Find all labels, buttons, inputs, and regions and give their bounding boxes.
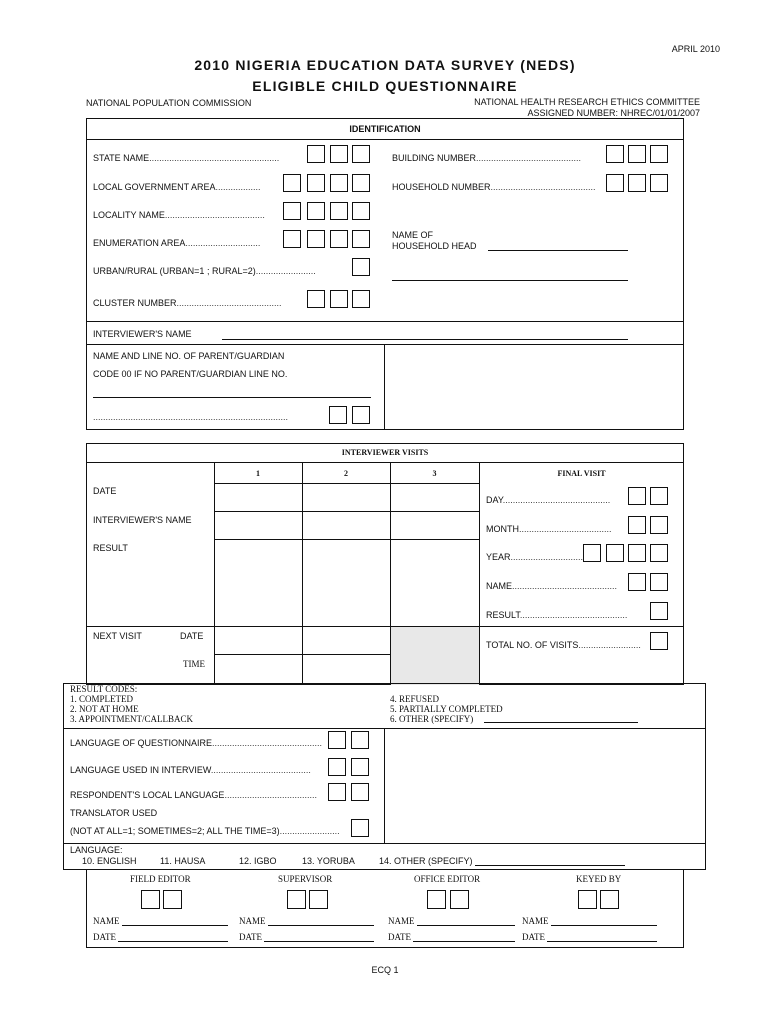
lga-label: LOCAL GOVERNMENT AREA.................. [93, 182, 261, 192]
final-day-label: DAY........................................... [486, 495, 611, 505]
enumeration-box-2[interactable] [307, 230, 325, 248]
questionnaire-language-box-1[interactable] [328, 731, 346, 749]
next-visit-time-label: TIME [183, 659, 205, 669]
final-year-box-1[interactable] [583, 544, 601, 562]
questionnaire-language-label: LANGUAGE OF QUESTIONNAIRE............................................ [70, 738, 323, 748]
assigned-number: ASSIGNED NUMBER: NHREC/01/01/2007 [527, 108, 700, 118]
enumeration-box-4[interactable] [352, 230, 370, 248]
result-code-5: 5. PARTIALLY COMPLETED [390, 704, 503, 714]
keyed-by-name-line[interactable] [551, 925, 657, 926]
identification-heading: IDENTIFICATION [349, 124, 421, 134]
final-year-box-3[interactable] [628, 544, 646, 562]
lga-box-3[interactable] [330, 174, 348, 192]
other-specify-line[interactable] [484, 722, 638, 723]
interviewer-name-line[interactable] [222, 339, 628, 340]
keyed-by-date-line[interactable] [547, 941, 657, 942]
respondent-language-label: RESPONDENT'S LOCAL LANGUAGE..................................... [70, 790, 317, 800]
household-box-3[interactable] [650, 174, 668, 192]
supervisor-name-label: NAME [239, 916, 266, 926]
result-code-4: 4. REFUSED [390, 694, 440, 704]
visit-interviewer-label: INTERVIEWER'S NAME [93, 515, 192, 525]
final-result-label: RESULT........................................... [486, 610, 628, 620]
household-head-label-2: HOUSEHOLD HEAD [392, 241, 477, 251]
language-codes-heading: LANGUAGE: [70, 845, 123, 855]
locality-label: LOCALITY NAME........................................ [93, 210, 265, 220]
final-name-label: NAME.......................................... [486, 581, 618, 591]
office-editor-box-2[interactable] [450, 890, 469, 909]
language-code-11: 11. HAUSA [160, 856, 206, 866]
supervisor-box-1[interactable] [287, 890, 306, 909]
left-org: NATIONAL POPULATION COMMISSION [86, 98, 252, 108]
form-subtitle: ELIGIBLE CHILD QUESTIONNAIRE [252, 78, 518, 94]
language-code-12: 12. IGBO [239, 856, 277, 866]
parent-line-box-2[interactable] [352, 406, 370, 424]
cluster-label: CLUSTER NUMBER.......................................... [93, 298, 282, 308]
cluster-box-2[interactable] [330, 290, 348, 308]
supervisor-name-line[interactable] [268, 925, 374, 926]
office-editor-date-label: DATE [388, 932, 411, 942]
form-title: 2010 NIGERIA EDUCATION DATA SURVEY (NEDS) [194, 57, 576, 73]
final-month-label: MONTH..................................... [486, 524, 612, 534]
locality-box-2[interactable] [307, 202, 325, 220]
keyed-by-name-label: NAME [522, 916, 549, 926]
final-visit-heading: FINAL VISIT [557, 469, 606, 478]
parent-label-1: NAME AND LINE NO. OF PARENT/GUARDIAN [93, 351, 285, 361]
field-editor-date-line[interactable] [118, 941, 228, 942]
result-code-2: 2. NOT AT HOME [70, 704, 139, 714]
household-box-2[interactable] [628, 174, 646, 192]
household-head-label-1: NAME OF [392, 230, 434, 240]
right-org: NATIONAL HEALTH RESEARCH ETHICS COMMITTEE [474, 97, 700, 107]
state-code-box-2[interactable] [330, 145, 348, 163]
interview-language-box-1[interactable] [328, 758, 346, 776]
keyed-by-box-1[interactable] [578, 890, 597, 909]
supervisor-date-label: DATE [239, 932, 262, 942]
translator-label: TRANSLATOR USED [70, 808, 158, 818]
supervisor-date-line[interactable] [264, 941, 374, 942]
building-label: BUILDING NUMBER.......................................... [392, 153, 582, 163]
supervisor-box-2[interactable] [309, 890, 328, 909]
field-editor-label: FIELD EDITOR [130, 874, 191, 884]
locality-box-3[interactable] [330, 202, 348, 220]
language-code-13: 13. YORUBA [302, 856, 355, 866]
field-editor-box-2[interactable] [163, 890, 182, 909]
language-other-line[interactable] [475, 865, 625, 866]
visit-date-label: DATE [93, 486, 117, 496]
final-year-box-4[interactable] [650, 544, 668, 562]
form-date: APRIL 2010 [671, 44, 720, 54]
enumeration-label: ENUMERATION AREA.............................. [93, 238, 261, 248]
parent-label-2: CODE 00 IF NO PARENT/GUARDIAN LINE NO. [93, 369, 288, 379]
cluster-box-3[interactable] [352, 290, 370, 308]
urban-rural-box[interactable] [352, 258, 370, 276]
visits-heading: INTERVIEWER VISITS [341, 448, 429, 457]
final-year-label: YEAR............................. [486, 552, 584, 562]
building-box-1[interactable] [606, 145, 624, 163]
field-editor-date-label: DATE [93, 932, 116, 942]
language-code-14: 14. OTHER (SPECIFY) [379, 856, 473, 866]
state-code-box-3[interactable] [352, 145, 370, 163]
result-code-3: 3. APPOINTMENT/CALLBACK [70, 714, 194, 724]
result-code-6: 6. OTHER (SPECIFY) [390, 714, 474, 724]
keyed-by-label: KEYED BY [576, 874, 622, 884]
total-visits-label: TOTAL NO. OF VISITS......................... [486, 640, 641, 650]
lga-box-4[interactable] [352, 174, 370, 192]
state-name-label: STATE NAME.................................................... [93, 153, 280, 163]
parent-dots: .............................................................................. [93, 412, 289, 422]
field-editor-name-label: NAME [93, 916, 120, 926]
final-day-box-2[interactable] [650, 487, 668, 505]
next-visit-label: NEXT VISIT [93, 631, 142, 641]
household-box-1[interactable] [606, 174, 624, 192]
final-day-box-1[interactable] [628, 487, 646, 505]
keyed-by-date-label: DATE [522, 932, 545, 942]
keyed-by-box-2[interactable] [600, 890, 619, 909]
respondent-language-box-2[interactable] [351, 783, 369, 801]
result-code-1: 1. COMPLETED [70, 694, 133, 704]
office-editor-date-line[interactable] [413, 941, 515, 942]
questionnaire-language-box-2[interactable] [351, 731, 369, 749]
page-code: ECQ 1 [371, 965, 399, 975]
visit3-next-shaded [391, 627, 479, 685]
interviewer-name-label: INTERVIEWER'S NAME [93, 329, 192, 339]
office-editor-box-1[interactable] [427, 890, 446, 909]
final-result-box[interactable] [650, 602, 668, 620]
lga-box-1[interactable] [283, 174, 301, 192]
household-head-line-2[interactable] [392, 280, 628, 281]
state-code-box-1[interactable] [307, 145, 325, 163]
visit-col-2: 2 [344, 469, 348, 478]
language-code-10: 10. ENGLISH [82, 856, 137, 866]
field-editor-box-1[interactable] [141, 890, 160, 909]
parent-name-line[interactable] [93, 397, 371, 398]
office-editor-name-line[interactable] [417, 925, 515, 926]
visit-col-1: 1 [256, 469, 260, 478]
office-editor-label: OFFICE EDITOR [414, 874, 481, 884]
supervisor-label: SUPERVISOR [278, 874, 333, 884]
final-month-box-2[interactable] [650, 516, 668, 534]
interview-language-box-2[interactable] [351, 758, 369, 776]
enumeration-box-3[interactable] [330, 230, 348, 248]
locality-box-1[interactable] [283, 202, 301, 220]
building-box-3[interactable] [650, 145, 668, 163]
urban-rural-label: URBAN/RURAL (URBAN=1 ; RURAL=2)........................ [93, 266, 316, 276]
lga-box-2[interactable] [307, 174, 325, 192]
translator-codes-label: (NOT AT ALL=1; SOMETIMES=2; ALL THE TIME=3)........................ [70, 826, 340, 836]
building-box-2[interactable] [628, 145, 646, 163]
field-editor-name-line[interactable] [122, 925, 228, 926]
respondent-language-box-1[interactable] [328, 783, 346, 801]
parent-line-box-1[interactable] [329, 406, 347, 424]
household-head-line[interactable] [488, 250, 628, 251]
final-name-box-1[interactable] [628, 573, 646, 591]
visit-result-label: RESULT [93, 543, 128, 553]
next-visit-date-label: DATE [180, 631, 204, 641]
cluster-box-1[interactable] [307, 290, 325, 308]
result-codes-heading: RESULT CODES: [70, 684, 138, 694]
interview-language-label: LANGUAGE USED IN INTERVIEW........................................ [70, 765, 311, 775]
translator-box[interactable] [351, 819, 369, 837]
final-year-box-2[interactable] [606, 544, 624, 562]
final-month-box-1[interactable] [628, 516, 646, 534]
visit-col-3: 3 [432, 469, 437, 478]
office-editor-name-label: NAME [388, 916, 415, 926]
final-name-box-2[interactable] [650, 573, 668, 591]
total-visits-box[interactable] [650, 632, 668, 650]
locality-box-4[interactable] [352, 202, 370, 220]
household-label: HOUSEHOLD NUMBER.......................................... [392, 182, 596, 192]
enumeration-box-1[interactable] [283, 230, 301, 248]
